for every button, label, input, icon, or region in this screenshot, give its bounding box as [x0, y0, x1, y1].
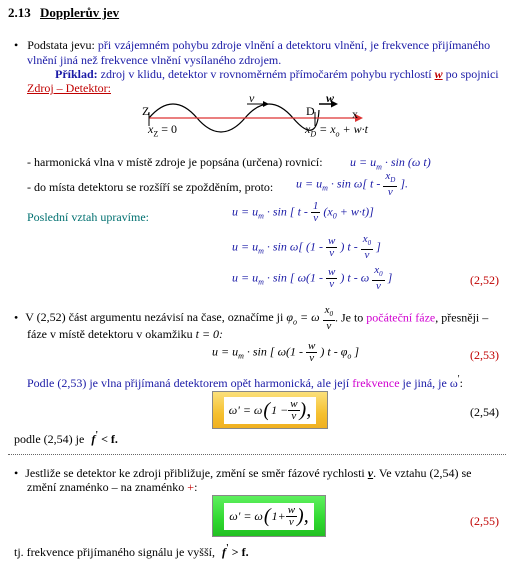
z-label: Z: [142, 104, 150, 118]
section-heading: [8, 5, 119, 21]
xd-label: $x_D = x_o + w\cdot t$: [305, 122, 368, 139]
w-symbol: w: [434, 67, 443, 81]
bullet-icon: •: [14, 38, 19, 52]
phase-line-2: fáze v místě detektoru v okamžiku t = 0:: [27, 327, 224, 341]
definition-line-2: vlnění jiná než frekvence vlnění vysílaného zdrojem.: [27, 53, 282, 67]
rewrite-equation-1: $u = u_m \cdot \sin$ [ t - $\frac{1}{v}$ $(x_0 + w\cdot t)$]: [232, 200, 374, 224]
lead-text: Podstata jevu:: [27, 38, 95, 52]
equation-box-2-55: ω' = ω ( 1+ $\frac{w}{v}$ ),: [212, 495, 326, 537]
harmonic-statement: Podle (2,53) je vlna přijímaná detektorem opět harmonická, ale její frekvence je jiná, je ω':: [27, 374, 463, 390]
equation-ref-2-53: (2,53): [470, 348, 499, 362]
d-label: D: [306, 104, 315, 118]
source-equation: $u = u_m \cdot \sin (\omega$ t): [350, 155, 431, 172]
section-title: Dopplerův jev: [40, 5, 120, 20]
conclusion-lower-frequency: podle (2,54) je f' < f.: [14, 430, 118, 446]
example-line-1: Příklad: zdroj v klidu, detektor v rovnoměrném přímočarém pohybu rychlostí w po spojnici: [55, 67, 499, 81]
detector-wave-equation: $u = u_m \cdot \sin$ [ ω(1 - $\frac{w}{v}$ ) t - $\varphi_o$ ]: [212, 340, 360, 364]
example-line-2: Zdroj – Detektor:: [27, 81, 111, 95]
v-arrow-head-icon: [263, 101, 269, 107]
bullet-paragraph-3: • Jestliže se detektor ke zdroji přibližuje, změní se směr fázové rychlosti v. Ve vztahu (2,54) se: [14, 466, 472, 480]
delay-text: - do místa detektoru se rozšíří se zpožděním, proto:: [27, 180, 274, 194]
x-label: x: [352, 107, 358, 121]
equation-ref-2-52: (2,52): [470, 273, 499, 287]
xz-label: $x_Z = 0$: [148, 122, 177, 139]
bullet-icon: •: [14, 466, 19, 480]
equation-ref-2-55: (2,55): [470, 514, 499, 528]
v-label: v: [249, 91, 255, 105]
separator-line: [8, 454, 506, 455]
definition-line-1: při vzájemném pohybu zdroje vlnění a detektoru vlnění, je frekvence přijímaného: [97, 38, 491, 52]
bullet-paragraph-2: • V (2,52) část argumentu nezávisí na čase, označíme ji $\varphi_o = \omega$ $\frac{x_0}{v}$ . Je to počáteční fáze, přesněji –: [14, 304, 489, 333]
initial-phase-term: počáteční fáze: [366, 310, 436, 325]
example-label: Příklad:: [55, 67, 98, 81]
bullet-paragraph-1: [14, 38, 490, 53]
w-label: w: [326, 91, 335, 105]
fraction: $\frac{x_D}{v}$: [385, 170, 396, 199]
detector-equation: $u = u_m \cdot \sin \omega$[ t - $\frac{x_D}{v}$ ].: [296, 170, 408, 199]
equation-box-2-54: ω' = ω ( 1 − $\frac{w}{v}$ ),: [212, 391, 328, 429]
sign-change-line: změní znaménko – na znaménko +:: [27, 480, 198, 494]
section-number: 2.13: [8, 5, 31, 20]
rewrite-equation-3: $u = u_m \cdot \sin$ [ ω(1 - $\frac{w}{v}$ ) t - ω $\frac{x_0}{v}$ ]: [232, 264, 393, 293]
rewrite-text: Poslední vztah upravíme:: [27, 210, 149, 224]
harmonic-wave-text: - harmonická vlna v místě zdroje je popsána (určena) rovnicí:: [27, 155, 323, 169]
conclusion-higher-frequency: tj. frekvence přijímaného signálu je vyšší, f' > f.: [14, 543, 249, 559]
rewrite-equation-2: $u = u_m \cdot \sin \omega$[ (1 - $\frac{w}{v}$ ) t - $\frac{x_0}{v}$ ]: [232, 233, 381, 262]
bullet-icon: •: [14, 310, 19, 325]
equation-ref-2-54: (2,54): [470, 405, 499, 419]
